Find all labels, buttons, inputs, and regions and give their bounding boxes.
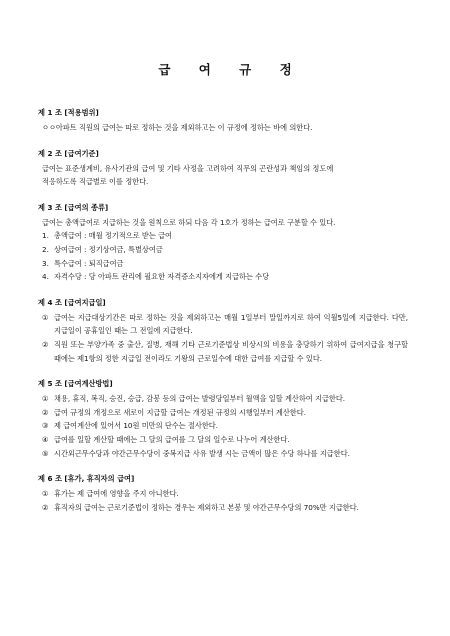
article-heading: 제 5 조 [급여계산방법] <box>38 379 113 389</box>
list-item <box>38 270 408 284</box>
document-title: 급 여 규 정 <box>158 62 304 77</box>
article-2 <box>38 147 408 189</box>
item-text: 급여 규정의 개정으로 새로이 지급할 급여는 개정된 규정의 시행일부터 계산한다. <box>54 407 306 417</box>
article-5 <box>38 377 408 460</box>
list-item <box>38 419 408 433</box>
article-heading: 제 2 조 [급여기준] <box>38 148 99 158</box>
item-number: ① <box>42 489 49 499</box>
list-item <box>38 433 408 447</box>
item-text: 총액급여 : 매월 정기적으로 받는 급여 <box>54 231 172 241</box>
list-item <box>38 392 408 406</box>
item-number: ② <box>42 407 49 417</box>
item-number: 2. <box>42 244 49 254</box>
article-heading: 제 4 조 [급여지급일] <box>38 297 106 307</box>
article-3 <box>38 201 408 284</box>
article-4 <box>38 296 408 365</box>
item-text: 자격수당 : 당 아파트 관리에 필요한 자격증소지자에게 지급하는 수당 <box>54 272 270 282</box>
item-text: 제 급여계산에 있어서 10원 미만의 단수는 절사한다. <box>54 421 219 431</box>
article-6 <box>38 472 408 514</box>
item-number: ④ <box>42 434 49 444</box>
list-item <box>38 243 408 257</box>
list-item <box>38 229 408 243</box>
list-item <box>38 311 408 338</box>
item-number: 3. <box>42 258 49 268</box>
article-text: 급여는 총액급여로 지급하는 것을 원칙으로 하되 다음 각 1호가 정하는 급여로 구분할 수 있다. <box>42 217 336 227</box>
item-number: ⑤ <box>42 448 49 458</box>
document-body <box>38 106 408 526</box>
list-item <box>38 447 408 461</box>
article-heading: 제 3 조 [급여의 종류] <box>38 202 109 212</box>
article-text: ㅇㅇ아파트 직원의 급여는 따로 정하는 것을 제외하고는 이 규정에 정하는 바에 의한다. <box>42 123 313 132</box>
article-heading: 제 6 조 [휴가, 휴직자의 급여] <box>38 474 135 484</box>
list-item <box>38 257 408 271</box>
item-text: 채용, 휴직, 복직, 승진, 승급, 감봉 등의 급여는 발령당일부터 월액을 일할 계산하여 지급한다. <box>54 394 346 404</box>
list-item <box>38 406 408 420</box>
article-text: 적응하도록 직급별로 이를 정한다. <box>42 177 149 187</box>
item-text: 급여는 지급대상기간은 따로 정하는 것을 제외하고는 매월 1일부터 말일까지로 하여 익월5일에 지급한다. 다만, 지급일이 공휴일인 때는 그 전일에 지급한다. <box>54 312 408 336</box>
item-text: 시간외근무수당과 야간근무수당이 중복지급 사유 발생 시는 금액이 많은 수당 하나를 지급한다. <box>54 448 350 458</box>
item-number: 1. <box>42 231 49 241</box>
list-item <box>38 338 408 365</box>
item-number: ③ <box>42 421 49 431</box>
list-item <box>38 487 408 501</box>
item-number: ① <box>42 394 49 404</box>
item-text: 상여급여 : 정기상여금, 특별상여금 <box>54 244 163 254</box>
item-number: ① <box>42 312 49 322</box>
item-text: 특수급여 : 퇴직급여금 <box>54 258 124 268</box>
item-text: 급여를 일할 계산할 때에는 그 달의 급여를 그 달의 일수로 나누어 계산한다. <box>54 434 290 444</box>
item-text: 휴가는 제 급여에 영향을 주지 아니한다. <box>54 489 179 499</box>
list-item <box>38 501 408 515</box>
item-text: 직원 또는 부양가족 중 출산, 질병, 재해 기타 근로기준법상 비상시의 비용을 충당하기 위하여 급여지급을 청구할 때에는 제1항의 정한 지급일 전이라도 기왕의 근로일수에 대한 급여를 지급할 수 있다. <box>54 339 408 363</box>
item-number: ② <box>42 339 49 349</box>
item-number: ② <box>42 502 49 512</box>
article-heading: 제 1 조 [적용범위] <box>38 108 99 117</box>
article-1 <box>38 106 408 135</box>
article-text: 급여는 표준생계비, 유사기관의 급여 및 기타 사정을 고려하여 직무의 곤란성과 책임의 정도에 <box>42 163 334 173</box>
item-text: 휴직자의 급여는 근로기준법이 정하는 경우는 제외하고 본봉 및 야간근무수당의 70%만 지급한다. <box>54 502 359 512</box>
item-number: 4. <box>42 272 49 282</box>
